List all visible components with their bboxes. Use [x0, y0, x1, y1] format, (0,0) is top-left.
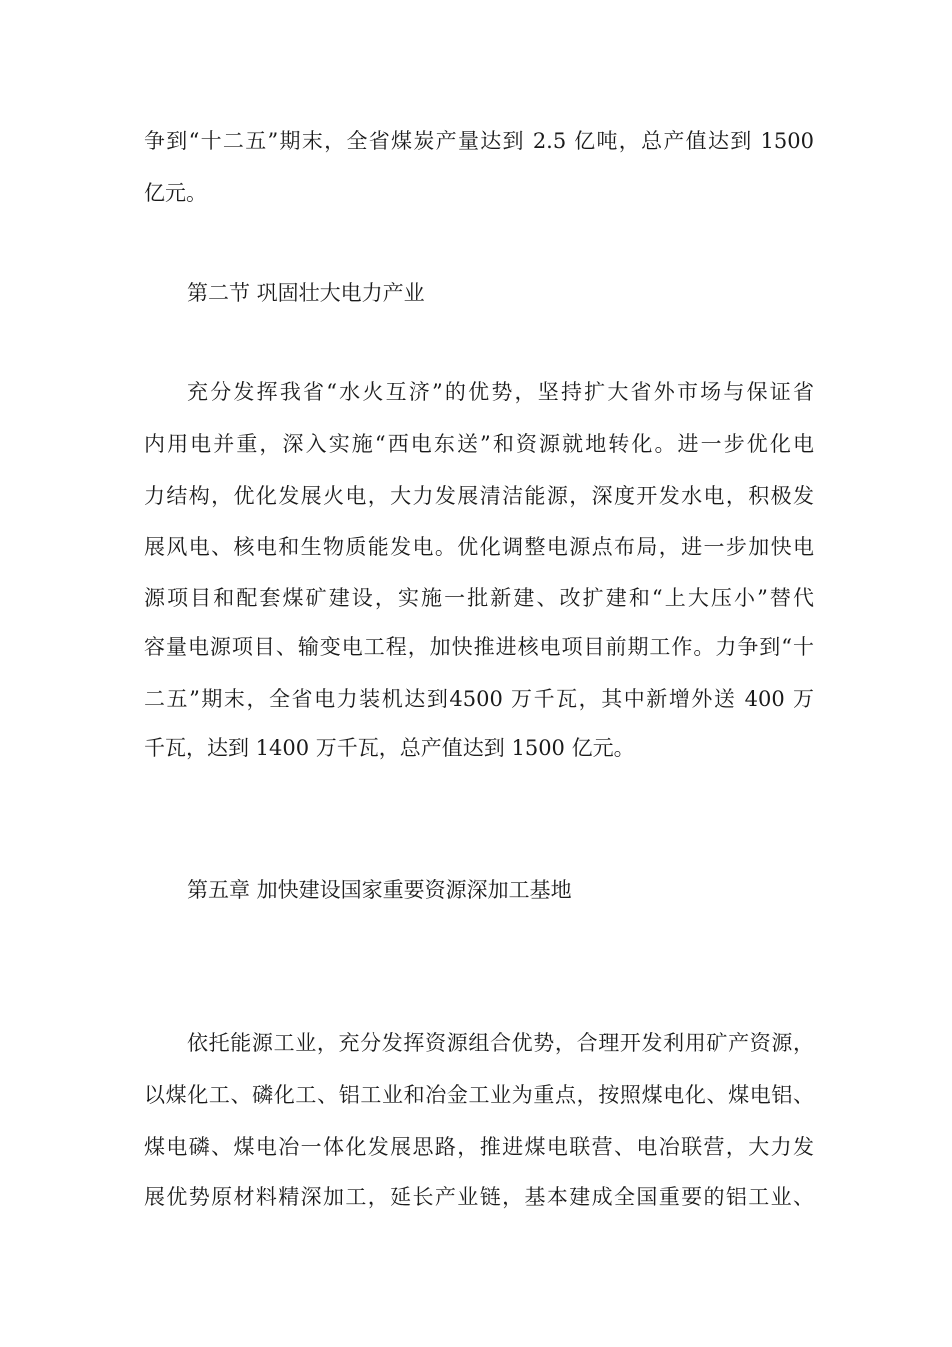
- paragraph-line: 依托能源工业，充分发挥资源组合优势，合理开发利用矿产资源，: [187, 1031, 814, 1055]
- paragraph-line: 源项目和配套煤矿建设，实施一批新建、改扩建和“上大压小”替代: [144, 586, 814, 610]
- paragraph-line: 二五”期末，全省电力装机达到4500 万千瓦，其中新增外送 400 万: [144, 687, 814, 711]
- paragraph-line: 煤电磷、煤电冶一体化发展思路，推进煤电联营、电冶联营，大力发: [144, 1135, 814, 1159]
- paragraph-line: 展风电、核电和生物质能发电。优化调整电源点布局，进一步加快电: [144, 535, 814, 559]
- chapter-heading: 第五章 加快建设国家重要资源深加工基地: [187, 878, 572, 902]
- paragraph-line: 亿元。: [144, 181, 207, 205]
- paragraph-line: 力结构，优化发展火电，大力发展清洁能源，深度开发水电，积极发: [144, 484, 814, 508]
- paragraph-line: 充分发挥我省“水火互济”的优势，坚持扩大省外市场与保证省: [187, 380, 814, 404]
- section-heading: 第二节 巩固壮大电力产业: [187, 281, 425, 305]
- paragraph-line: 争到“十二五”期末，全省煤炭产量达到 2.5 亿吨，总产值达到 1500: [144, 129, 814, 153]
- paragraph-line: 以煤化工、磷化工、铝工业和冶金工业为重点，按照煤电化、煤电铝、: [144, 1083, 814, 1107]
- paragraph-line: 千瓦，达到 1400 万千瓦，总产值达到 1500 亿元。: [144, 736, 635, 760]
- paragraph-line: 展优势原材料精深加工，延长产业链，基本建成全国重要的铝工业、: [144, 1185, 814, 1209]
- paragraph-line: 容量电源项目、输变电工程，加快推进核电项目前期工作。力争到“十: [144, 635, 814, 659]
- paragraph-line: 内用电并重，深入实施“西电东送”和资源就地转化。进一步优化电: [144, 432, 814, 456]
